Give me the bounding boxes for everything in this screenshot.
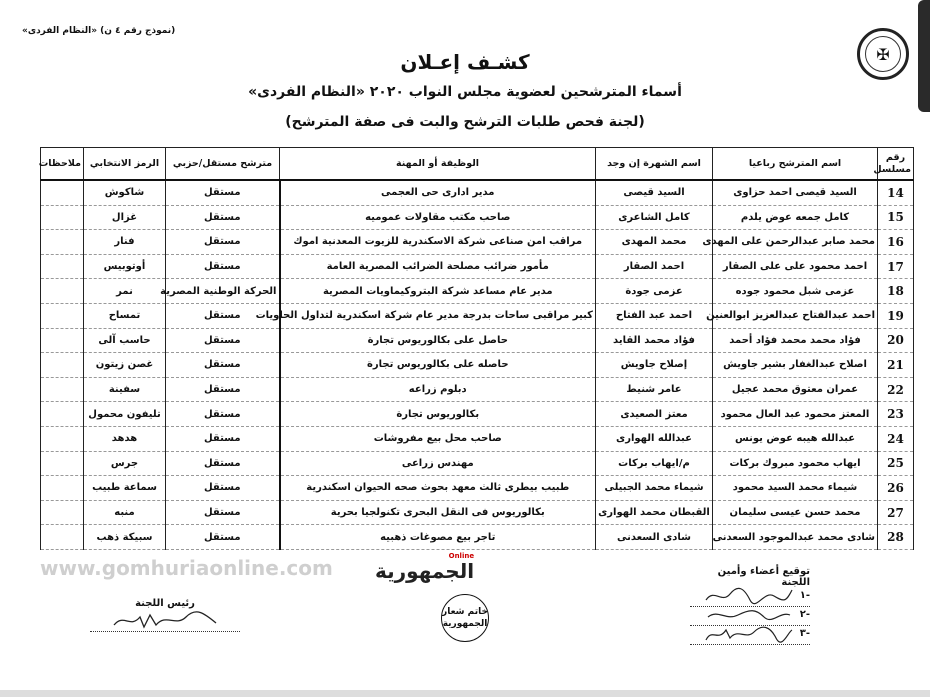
table-row (41, 303, 914, 328)
candidacy-type: مستقل (166, 402, 280, 427)
table-row (41, 451, 914, 476)
job-cell: كبير مراقبى ساحات بدرجة مدير عام شركة اسكندرية لتداول الحاويات (280, 303, 596, 328)
fame-name: معتز الصعيدى (596, 402, 713, 427)
signature-scribble-icon (704, 605, 794, 625)
watermark-logo-text: الجمهورية (375, 559, 475, 583)
table-row (41, 180, 914, 205)
fame-name: كامل الشاعرى (596, 205, 713, 230)
table-row (41, 353, 914, 378)
candidacy-type: مستقل (166, 525, 280, 550)
candidate-name: كامل جمعه عوض يلدم (713, 205, 878, 230)
col-header-fame: اسم الشهرة إن وجد (596, 148, 713, 181)
candidate-name: شادى محمد عبدالموجود السعدنى (713, 525, 878, 550)
page-title: كشـف إعـلان (400, 50, 530, 74)
bottom-edge (0, 690, 930, 697)
page-subtitle: أسماء المترشحين لعضوية مجلس النواب ٢٠٢٠ «النظام الفردى» (248, 84, 682, 100)
electoral-symbol: هدهد (84, 426, 166, 451)
row-number: 26 (878, 476, 914, 501)
candidacy-type: مستقل (166, 254, 280, 279)
electoral-symbol: نمر (84, 279, 166, 304)
republic-stamp: خاتم شعار الجمهورية (441, 594, 489, 642)
electoral-symbol: جرس (84, 451, 166, 476)
candidacy-type: مستقل (166, 476, 280, 501)
members-label: توقيع أعضاء وأمين اللجنة (717, 566, 810, 588)
row-number: 28 (878, 525, 914, 550)
job-cell: مهندس زراعى (280, 451, 596, 476)
notes-cell (41, 451, 84, 476)
notes-cell (41, 230, 84, 255)
candidate-name: شيماء محمد السيد محمود (713, 476, 878, 501)
signature-scribble-icon (704, 624, 794, 644)
electoral-symbol: سبيكة ذهب (84, 525, 166, 550)
electoral-symbol: منبه (84, 500, 166, 525)
candidate-name: السيد قيصى احمد حزاوى (713, 180, 878, 205)
job-cell: مأمور ضرائب مصلحة الضرائب المصرية العامة (280, 254, 596, 279)
fame-name: شادى السعدنى (596, 525, 713, 550)
signature-scribble-icon (704, 586, 794, 606)
electoral-symbol: حاسب آلى (84, 328, 166, 353)
job-cell: طبيب بيطرى ثالث معهد بحوث صحه الحيوان اسكندرية (280, 476, 596, 501)
table-row (41, 377, 914, 402)
row-number: 17 (878, 254, 914, 279)
member-signature-line (690, 628, 810, 645)
job-cell: حاصله على بكالوريوس تجارة (280, 353, 596, 378)
notes-cell (41, 426, 84, 451)
candidacy-type: مستقل (166, 180, 280, 205)
candidate-name: عبدالله هيبه عوض يونس (713, 426, 878, 451)
col-header-symbol: الرمز الانتخابي (84, 148, 166, 181)
candidacy-type: مستقل (166, 451, 280, 476)
member-number: -٢ (799, 609, 810, 620)
fame-name: عامر شنيط (596, 377, 713, 402)
table-row (41, 402, 914, 427)
electoral-symbol: تمساح (84, 303, 166, 328)
notes-cell (41, 279, 84, 304)
job-cell: مراقب امن صناعى شركة الاسكندرية للزيوت المعدنية اموك (280, 230, 596, 255)
form-number-note: (نموذج رقم ٤ ن) «النظام الفردى» (22, 26, 176, 36)
row-number: 15 (878, 205, 914, 230)
row-number: 14 (878, 180, 914, 205)
notes-cell (41, 476, 84, 501)
notes-cell (41, 303, 84, 328)
row-number: 21 (878, 353, 914, 378)
table-row (41, 205, 914, 230)
job-cell: بكالوريوس فى النقل البحرى تكنولجيا بحرية (280, 500, 596, 525)
candidate-name: عزمى شبل محمود جوده (713, 279, 878, 304)
candidacy-type: مستقل (166, 353, 280, 378)
job-cell: حاصل على بكالوريوس تجارة (280, 328, 596, 353)
candidates-table (40, 147, 914, 550)
fame-name: عبدالله الهوارى (596, 426, 713, 451)
candidate-name: المعتز محمود عبد العال محمود (713, 402, 878, 427)
members-signatures (690, 566, 810, 645)
fame-name: فؤاد محمد القايد (596, 328, 713, 353)
table-row (41, 426, 914, 451)
fame-name: م/ايهاب بركات (596, 451, 713, 476)
job-cell: مدير عام مساعد شركة البتروكيماويات المصرية (280, 279, 596, 304)
electoral-symbol: تليفون محمول (84, 402, 166, 427)
notes-cell (41, 205, 84, 230)
notes-cell (41, 402, 84, 427)
electoral-symbol: شاكوش (84, 180, 166, 205)
candidacy-type: مستقل (166, 426, 280, 451)
job-cell: صاحب محل بيع مفروشات (280, 426, 596, 451)
watermark-logo-sub: Online (448, 552, 475, 560)
row-number: 22 (878, 377, 914, 402)
electoral-symbol: سفينة (84, 377, 166, 402)
committee-title: (لجنة فحص طلبات الترشح والبت فى صفة المترشح) (285, 114, 645, 130)
candidate-name: فؤاد محمد محمد فؤاد أحمد (713, 328, 878, 353)
col-header-job: الوظيفة أو المهنة (280, 148, 596, 181)
notes-cell (41, 525, 84, 550)
electoral-symbol: غزال (84, 205, 166, 230)
fame-name: احمد الصقار (596, 254, 713, 279)
row-number: 25 (878, 451, 914, 476)
candidate-name: اصلاح عبدالغفار بشير جاويش (713, 353, 878, 378)
row-number: 23 (878, 402, 914, 427)
col-header-notes: ملاحظات (41, 148, 84, 181)
candidacy-type: مستقل (166, 303, 280, 328)
signature-scribble-icon (110, 609, 220, 631)
table-row (41, 525, 914, 550)
candidate-name: عمران معتوق محمد عجيل (713, 377, 878, 402)
table-header-row (41, 148, 914, 181)
notes-cell (41, 180, 84, 205)
job-cell: بكالوريوس تجارة (280, 402, 596, 427)
row-number: 16 (878, 230, 914, 255)
fame-name: القبطان محمد الهوارى (596, 500, 713, 525)
candidate-name: محمد صابر عبدالرحمن على المهدى (713, 230, 878, 255)
candidacy-type: مستقل (166, 230, 280, 255)
candidacy-type: مستقل (166, 328, 280, 353)
electoral-symbol: أوتوبيس (84, 254, 166, 279)
candidacy-type: الحركة الوطنية المصرية (166, 279, 280, 304)
notes-cell (41, 254, 84, 279)
row-number: 18 (878, 279, 914, 304)
table-row (41, 328, 914, 353)
watermark-site: www.gomhuriaonline.com (40, 556, 333, 580)
chair-signature (90, 598, 240, 632)
table-row (41, 500, 914, 525)
table-row (41, 254, 914, 279)
electoral-symbol: سماعة طبيب (84, 476, 166, 501)
candidate-name: ايهاب محمود مبروك بركات (713, 451, 878, 476)
watermark-logo (375, 552, 474, 582)
col-header-type: مترشح مستقل/حزبي (166, 148, 280, 181)
row-number: 20 (878, 328, 914, 353)
col-header-name: اسم المترشح رباعيا (713, 148, 878, 181)
fame-name: عزمى جودة (596, 279, 713, 304)
chair-label: رئيس اللجنة (135, 598, 195, 609)
fame-name: شيماء محمد الجبيلى (596, 476, 713, 501)
col-header-number: رقم مسلسل (878, 148, 914, 181)
notes-cell (41, 328, 84, 353)
fame-name: احمد عبد الفتاح (596, 303, 713, 328)
notes-cell (41, 353, 84, 378)
electoral-symbol: غصن زيتون (84, 353, 166, 378)
notes-cell (41, 500, 84, 525)
electoral-symbol: فنار (84, 230, 166, 255)
member-number: -٣ (799, 628, 810, 639)
row-number: 27 (878, 500, 914, 525)
job-cell: مدير ادارى حى العجمى (280, 180, 596, 205)
candidacy-type: مستقل (166, 205, 280, 230)
table-row (41, 279, 914, 304)
fame-name: السيد قيصى (596, 180, 713, 205)
job-cell: تاجر بيع مصوغات ذهبيه (280, 525, 596, 550)
candidate-name: احمد عبدالفتاح عبدالعزيز ابوالعنين (713, 303, 878, 328)
row-number: 24 (878, 426, 914, 451)
candidacy-type: مستقل (166, 500, 280, 525)
table-row (41, 476, 914, 501)
fame-name: محمد المهدى (596, 230, 713, 255)
job-cell: صاحب مكتب مقاولات عموميه (280, 205, 596, 230)
row-number: 19 (878, 303, 914, 328)
candidate-name: احمد محمود على على الصقار (713, 254, 878, 279)
eagle-emblem-icon: ✠ (865, 36, 901, 72)
member-number: -١ (799, 590, 810, 601)
table-row (41, 230, 914, 255)
chair-signature-line (90, 609, 240, 632)
fame-name: إصلاح جاويش (596, 353, 713, 378)
candidacy-type: مستقل (166, 377, 280, 402)
candidate-name: محمد حسن عيسى سليمان (713, 500, 878, 525)
job-cell: دبلوم زراعه (280, 377, 596, 402)
notes-cell (41, 377, 84, 402)
